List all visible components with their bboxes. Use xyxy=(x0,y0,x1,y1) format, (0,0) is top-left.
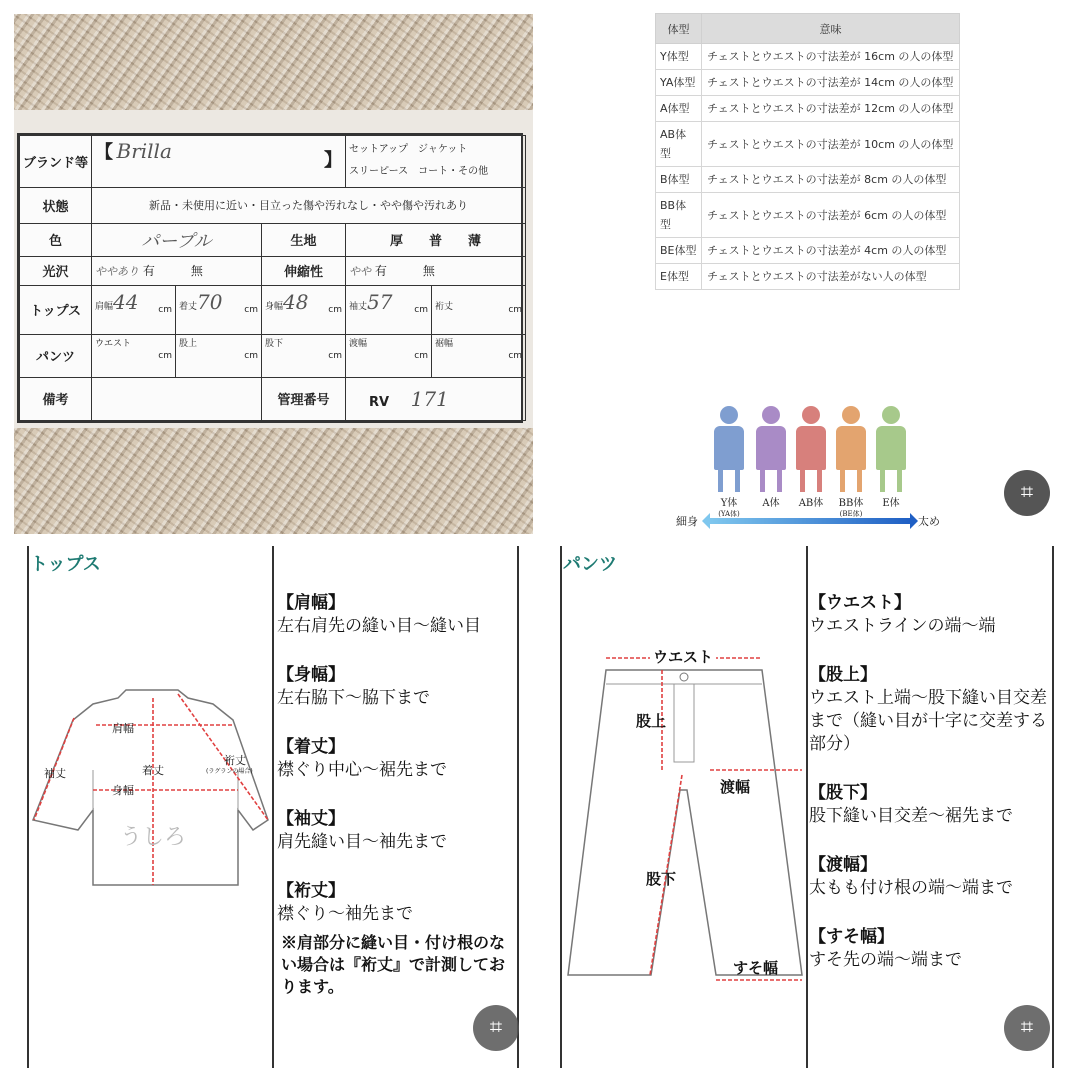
brand-label: ブランド等 xyxy=(20,136,92,188)
remarks-value xyxy=(92,377,262,420)
figure-label: Y体 xyxy=(720,498,738,509)
brand-value: Brilla xyxy=(116,139,172,164)
tops-label: トップス xyxy=(20,285,92,335)
diagram-label-length: 着丈 xyxy=(142,764,164,777)
figure-label: AB体 xyxy=(798,498,824,509)
pants-guide-text xyxy=(809,592,1052,998)
diagram-label-sleeve: 袖丈 xyxy=(44,767,66,780)
figure-sublabel: (BE体) xyxy=(839,510,863,518)
table-row: BB体型 チェストとウエストの寸法差が 6cm の人の体型 xyxy=(656,193,960,238)
guide-item: 【裄丈】 襟ぐり〜袖先まで xyxy=(277,881,413,924)
figure-body xyxy=(756,426,786,470)
diagram-label-waist: ウエスト xyxy=(650,646,716,667)
body-type-figures xyxy=(710,406,920,516)
pants-cell: 裾幅 cm xyxy=(432,335,526,377)
tops-cell: 裄丈 cm xyxy=(432,285,526,335)
figure-y xyxy=(710,406,748,519)
gloss-value: ややあり xyxy=(95,265,139,279)
brand-field xyxy=(92,136,346,188)
diagram-label-yuki-note: (ラグランの場合) xyxy=(206,768,253,775)
pants-label: パンツ xyxy=(20,335,92,377)
guide-item: 【股上】 ウエスト上端〜股下縫い目交差まで（縫い目が十字に交差する部分） xyxy=(809,665,1047,754)
tops-cell: 肩幅44 cm xyxy=(92,285,176,335)
category-options-line-1: セットアップ ジャケット xyxy=(349,144,468,156)
figure-legs xyxy=(718,470,740,492)
stretch-options: 有 無 xyxy=(374,264,435,279)
figure-body xyxy=(876,426,906,470)
gloss-field xyxy=(92,256,262,285)
figure-label: A体 xyxy=(762,498,780,509)
pants-row xyxy=(20,335,526,377)
pants-cell: 渡幅 cm xyxy=(346,335,432,377)
figure-label: BB体 xyxy=(838,498,864,509)
figure-head xyxy=(882,406,900,424)
fur-fabric-top xyxy=(14,14,533,110)
lens-scan-icon[interactable]: ⌗ xyxy=(473,1005,519,1051)
figure-sublabel: (YA体) xyxy=(718,510,740,518)
table-row: A体型 チェストとウエストの寸法差が 12cm の人の体型 xyxy=(656,96,960,122)
diagram-label-hem: すそ幅 xyxy=(733,959,779,977)
mgmt-field xyxy=(346,377,526,420)
guide-item: 【肩幅】 左右肩先の縫い目〜縫い目 xyxy=(277,593,481,636)
diagram-label-inseam: 股下 xyxy=(646,870,677,888)
diagram-label-rise: 股上 xyxy=(636,712,667,730)
category-options xyxy=(346,136,526,188)
scale-right-label: 太め xyxy=(918,515,940,528)
diagram-label-thigh: 渡幅 xyxy=(720,778,751,796)
condition-options: 新品・未使用に近い・目立った傷や汚れなし・やや傷や汚れあり xyxy=(92,187,526,223)
tops-cell: 身幅48 cm xyxy=(262,285,346,335)
figure-label: E体 xyxy=(882,498,900,509)
body-type-table xyxy=(655,13,960,290)
figure-legs xyxy=(880,470,902,492)
figure-legs xyxy=(840,470,862,492)
tops-guide-title: トップス xyxy=(30,554,101,575)
mgmt-prefix: RV xyxy=(369,394,390,410)
guide-item: 【身幅】 左右脇下〜脇下まで xyxy=(277,665,430,708)
stretch-label: 伸縮性 xyxy=(262,256,346,285)
figure-head xyxy=(720,406,738,424)
category-options-line-2: スリーピース コート・その他 xyxy=(349,166,489,178)
divider xyxy=(517,546,519,1068)
pants-cell: ウエスト cm xyxy=(92,335,176,377)
fabric-label: 生地 xyxy=(262,223,346,256)
figure-body xyxy=(836,426,866,470)
tops-cell: 着丈70 cm xyxy=(176,285,262,335)
gloss-options: 有 無 xyxy=(142,264,203,279)
figure-e xyxy=(872,406,910,509)
diagram-label-width: 身幅 xyxy=(112,784,134,797)
figure-head xyxy=(842,406,860,424)
figure-head xyxy=(762,406,780,424)
bracket-open: 【 xyxy=(95,142,113,164)
mgmt-label: 管理番号 xyxy=(262,377,346,420)
pants-guide-title: パンツ xyxy=(563,554,617,575)
col-header-type: 体型 xyxy=(656,14,702,44)
guide-item: 【すそ幅】 すそ先の端〜端まで xyxy=(809,927,962,970)
tops-guide-text xyxy=(277,592,517,998)
measurement-label-card xyxy=(17,133,523,423)
guide-item: 【股下】 股下縫い目交差〜裾先まで xyxy=(809,783,1013,826)
bracket-close: 】 xyxy=(324,150,343,172)
guide-item: 【着丈】 襟ぐり中心〜裾先まで xyxy=(277,737,447,780)
stretch-value: やや xyxy=(349,265,372,279)
pants-diagram xyxy=(562,650,806,990)
lens-scan-icon[interactable]: ⌗ xyxy=(1004,470,1050,516)
figure-bb xyxy=(832,406,870,519)
col-header-meaning: 意味 xyxy=(702,14,960,44)
tops-guide-note: ※肩部分に縫い目・付け根のない場合は『裄丈』で計測しております。 xyxy=(281,933,506,996)
guide-item: 【渡幅】 太もも付け根の端〜端まで xyxy=(809,855,1013,898)
fur-fabric-bottom xyxy=(14,428,533,534)
table-row: YA体型 チェストとウエストの寸法差が 14cm の人の体型 xyxy=(656,70,960,96)
divider xyxy=(806,546,808,1068)
figure-a xyxy=(752,406,790,509)
tops-row xyxy=(20,285,526,335)
figure-head xyxy=(802,406,820,424)
gloss-label: 光沢 xyxy=(20,256,92,285)
color-label: 色 xyxy=(20,223,92,256)
figure-legs xyxy=(800,470,822,492)
diagram-label-yuki: 裄丈 xyxy=(224,754,246,767)
diagram-label-shoulder: 肩幅 xyxy=(112,722,134,735)
figure-ab xyxy=(792,406,830,509)
condition-label: 状態 xyxy=(20,187,92,223)
guide-item: 【ウエスト】 ウエストラインの端〜端 xyxy=(809,593,996,636)
diagram-label-back: うしろ xyxy=(120,825,187,850)
scale-left-label: 細身 xyxy=(676,515,698,528)
table-row: E体型 チェストとウエストの寸法差がない人の体型 xyxy=(656,264,960,290)
pants-cell: 股下 cm xyxy=(262,335,346,377)
guide-item: 【袖丈】 肩先縫い目〜袖先まで xyxy=(277,809,447,852)
table-row: Y体型 チェストとウエストの寸法差が 16cm の人の体型 xyxy=(656,44,960,70)
table-row: BE体型 チェストとウエストの寸法差が 4cm の人の体型 xyxy=(656,238,960,264)
pants-cell: 股上 cm xyxy=(176,335,262,377)
stretch-field xyxy=(346,256,526,285)
tops-cell: 袖丈57 cm xyxy=(346,285,432,335)
remarks-label: 備考 xyxy=(20,377,92,420)
jacket-diagram xyxy=(28,680,274,895)
fabric-options: 厚 普 薄 xyxy=(346,223,526,256)
figure-body xyxy=(796,426,826,470)
lens-scan-icon[interactable]: ⌗ xyxy=(1004,1005,1050,1051)
figure-body xyxy=(714,426,744,470)
color-value: パープル xyxy=(92,223,262,256)
table-row: AB体型 チェストとウエストの寸法差が 10cm の人の体型 xyxy=(656,122,960,167)
scale-arrow xyxy=(710,518,910,524)
table-row: B体型 チェストとウエストの寸法差が 8cm の人の体型 xyxy=(656,167,960,193)
divider xyxy=(1052,546,1054,1068)
figure-legs xyxy=(760,470,782,492)
mgmt-value: 171 xyxy=(410,386,449,411)
